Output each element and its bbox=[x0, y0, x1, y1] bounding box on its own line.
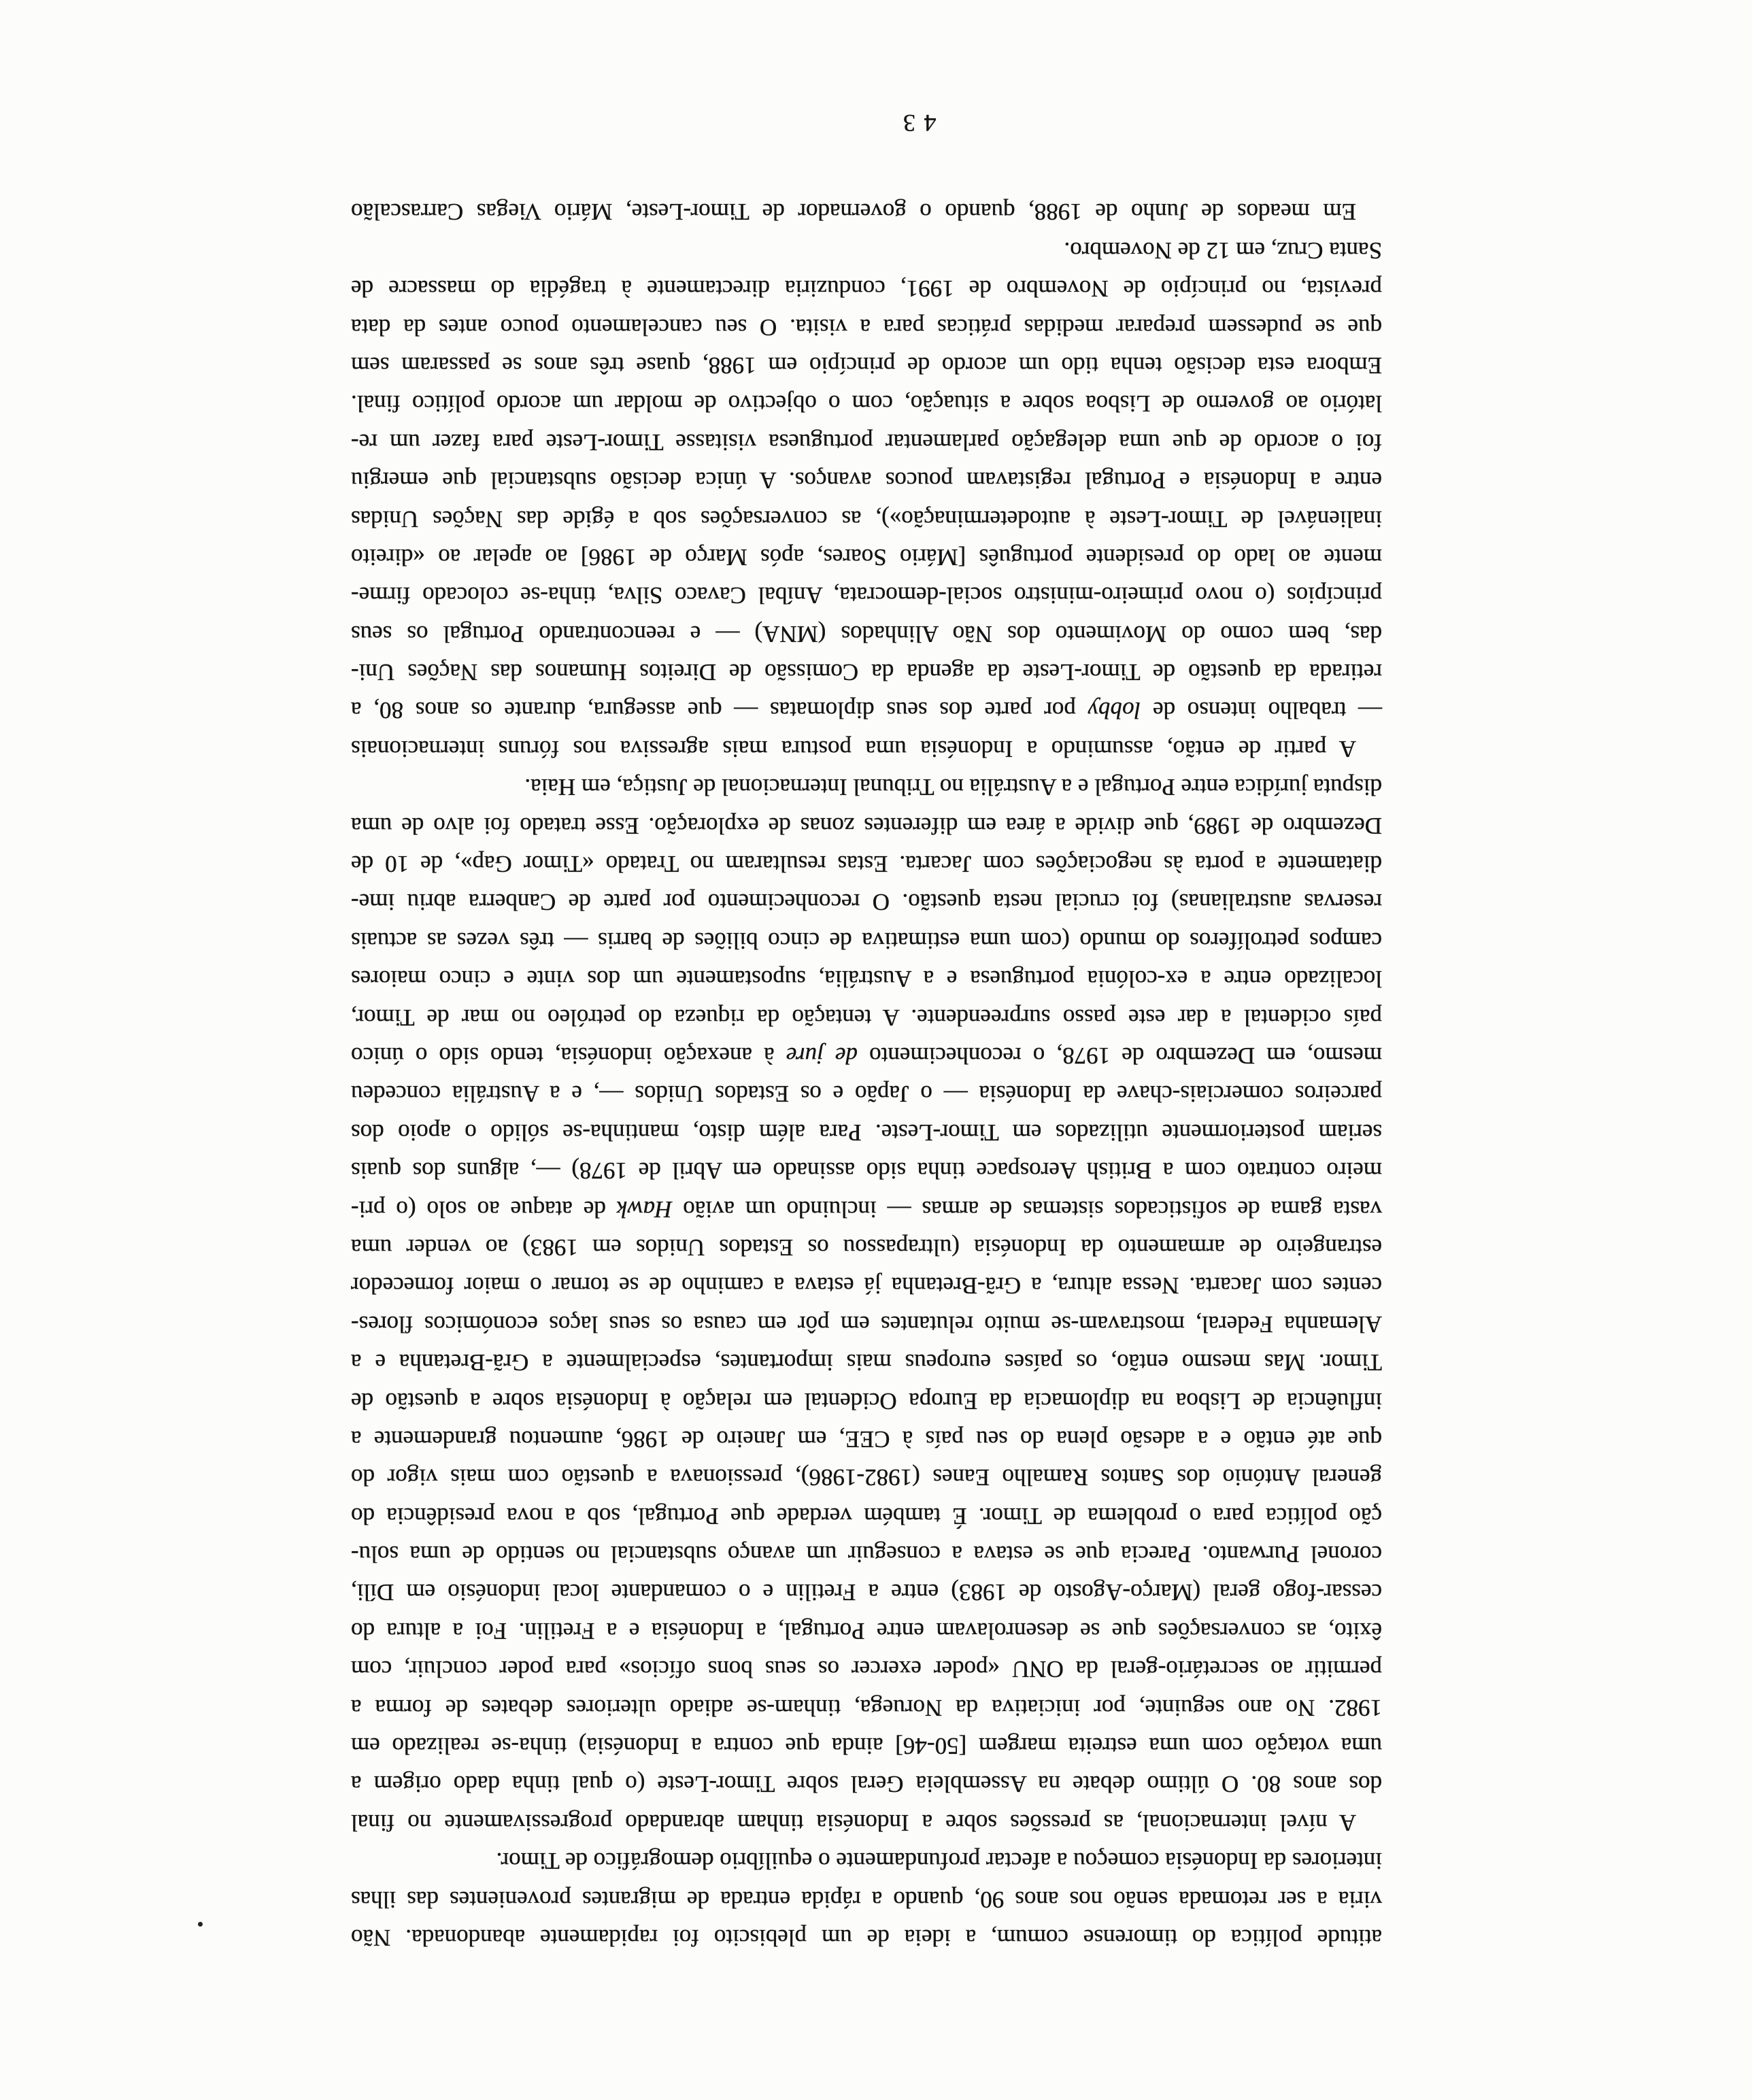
italic-term: lobby bbox=[1088, 697, 1141, 724]
text-line: A partir de então, assumindo a Indonésia uma postura mais agressiva nos fóruns internacionais bbox=[351, 735, 1356, 762]
italic-term: de jure bbox=[786, 1043, 858, 1070]
text-segment: vasta gama de sofisticados sistemas de armas — incluindo um avião bbox=[672, 1196, 1382, 1223]
text-line: A nível internacional, as pressões sobre a Indonésia tinham abrandado progressivamente no final bbox=[351, 1809, 1356, 1836]
text-line: país ocidental a dar este passo surpreendente. A tentação da riqueza do petróleo no mar de Timor, bbox=[351, 1004, 1382, 1031]
text-line: interiores da Indonésia começou a afectar profundamente o equilíbrio demográfico de Timor. bbox=[496, 1848, 1382, 1875]
body-text bbox=[351, 192, 1382, 1957]
text-line bbox=[351, 1189, 1382, 1227]
paragraph bbox=[351, 192, 1382, 231]
text-line: campos petrolíferos do mundo (com uma estimativa de cinco biliões de barris — três vezes as actuais bbox=[351, 927, 1382, 954]
scan-speck bbox=[198, 1922, 203, 1927]
text-line: 1982. No ano seguinte, por iniciativa da Noruega, tinham-se adiado ulteriores debates de forma a bbox=[351, 1694, 1382, 1721]
text-line: localizado entre a ex-colónia portuguesa e a Austrália, supostamente um dos vinte e cinco maiores bbox=[351, 966, 1382, 993]
text-line: que se pudessem preparar medidas práticas para a visita. O seu cancelamento pouco antes da data bbox=[351, 314, 1382, 341]
text-line: disputa jurídica entre Portugal e a Austrália no Tribunal Internacional de Justiça, em Haia. bbox=[524, 774, 1382, 801]
paragraph bbox=[351, 768, 1382, 1842]
text-line: Timor. Mas mesmo então, os países europeus mais importantes, especialmente a Grã-Bretanha e a bbox=[351, 1349, 1382, 1376]
text-line: Em meados de Junho de 1988, quando o governador de Timor-Leste, Mário Viegas Carrascalão bbox=[351, 199, 1356, 226]
paragraph bbox=[351, 231, 1382, 767]
text-line: entre a Indonésia e Portugal registavam poucos avanços. A única decisão substancial que emergiu bbox=[351, 467, 1382, 494]
text-line: atitude política do timorense comum, a ideia de um plebiscito foi rapidamente abandonada. Não bbox=[351, 1925, 1382, 1951]
text-line: diatamente a porta às negociações com Jacarta. Estas resultaram no Tratado «Timor Gap», de 10 de bbox=[351, 851, 1382, 878]
text-line: das, bem como do Movimento dos Não Alinhados (MNA) — e reencontrando Portugal os seus bbox=[351, 620, 1382, 647]
text-line: princípios (o novo primeiro-ministro social-democrata, Aníbal Cavaco Silva, tinha-se colocado firme- bbox=[351, 582, 1382, 609]
text-line: latório ao governo de Lisboa sobre a situação, com o objectivo de moldar um acordo político final. bbox=[351, 390, 1382, 418]
text-line bbox=[351, 1036, 1382, 1074]
text-line: permitir ao secretário-geral da ONU «poder exercer os seus bons ofícios» para poder concluir, com bbox=[351, 1656, 1382, 1683]
text-segment: à anexação indonésia, tendo sido o único bbox=[351, 1043, 786, 1070]
page-number: 43 bbox=[894, 109, 937, 137]
text-segment: — trabalho intenso de bbox=[1141, 697, 1382, 724]
text-line bbox=[351, 691, 1382, 729]
text-line: foi o acordo de que uma delegação parlamentar portuguesa visitasse Timor-Leste para fazer um re- bbox=[351, 428, 1382, 456]
text-line: uma votação com uma estreita margem [50-46] ainda que contra a Indonésia) tinha-se realizado em bbox=[351, 1733, 1382, 1760]
text-line: inalienável de Timor-Leste à autodeterminação»), as conversações sob a égide das Nações Unidas bbox=[351, 505, 1382, 532]
text-line: influência de Lisboa na diplomacia da Europa Ocidental em relação à Indonésia sobre a questão de bbox=[351, 1387, 1382, 1415]
paragraph bbox=[351, 1842, 1382, 1957]
text-line: Alemanha Federal, mostravam-se muito relutantes em pôr em causa os seus laços económicos flores- bbox=[351, 1310, 1382, 1338]
text-segment: de ataque ao solo (o pri- bbox=[351, 1196, 617, 1223]
text-line: seriam posteriormente utilizados em Timor-Leste. Para além disto, mantinha-se sólido o apoio dos bbox=[351, 1119, 1382, 1146]
text-line: que até então e a adesão plena do seu país à CEE, em Janeiro de 1986, aumentou grandemente a bbox=[351, 1425, 1382, 1453]
text-line: Santa Cruz, em 12 de Novembro. bbox=[1064, 237, 1382, 264]
text-segment: mesmo, em Dezembro de 1978, o reconhecimento bbox=[858, 1043, 1382, 1070]
text-line: Dezembro de 1989, que divide a área em diferentes zonas de exploração. Esse tratado foi alvo de uma bbox=[351, 812, 1382, 839]
text-line: centes com Jacarta. Nessa altura, a Grã-Bretanha já estava a caminho de se tornar o maior fornecedor bbox=[351, 1272, 1382, 1300]
text-line: reservas australianas) foi crucial nesta questão. O reconhecimento por parte de Canberra abriu ime- bbox=[351, 889, 1382, 916]
text-line: cessar-fogo geral (Março-Agosto de 1983) entre a Fretilin e o comandante local indonésio em Díli, bbox=[351, 1579, 1382, 1606]
text-line: viria a ser retomada senão nos anos 90, quando a rápida entrada de migrantes provenientes das ilhas bbox=[351, 1886, 1382, 1913]
text-line: mente ao lado do presidente português [Mário Soares, após Março de 1986] ao apelar ao «direito bbox=[351, 543, 1382, 571]
text-line: retirada da questão de Timor-Leste da agenda da Comissão de Direitos Humanos das Nações Uni- bbox=[351, 659, 1382, 686]
text-line: Embora esta decisão tenha tido um acordo de princípio em 1988, quase três anos se passaram sem bbox=[351, 352, 1382, 379]
text-line: êxito, as conversações que se desenrolavam entre Portugal, a Indonésia e a Fretilin. Foi a altura do bbox=[351, 1617, 1382, 1644]
text-line: estrangeiro de armamento da Indonésia (ultrapassou os Estados Unidos em 1983) ao vender uma bbox=[351, 1234, 1382, 1261]
italic-term: Hawk bbox=[616, 1196, 673, 1223]
text-segment: por parte dos seus diplomatas — que assegura, durante os anos 80, a bbox=[350, 697, 1088, 724]
text-line: general António dos Santos Ramalho Eanes (1982-1986), pressionava a questão com mais vigor do bbox=[351, 1464, 1382, 1491]
text-line: meiro contrato com a British Aerospace tinha sido assinado em Abril de 1978) —, alguns dos quais bbox=[351, 1157, 1382, 1185]
text-line: dos anos 80. O último debate na Assembleia Geral sobre Timor-Leste (o qual tinha dado origem a bbox=[351, 1771, 1382, 1798]
text-line: coronel Purwanto. Parecia que se estava a conseguir um avanço substancial no sentido de uma solu- bbox=[351, 1541, 1382, 1568]
text-line: ção política para o problema de Timor. É também verdade que Portugal, sob a nova presidência do bbox=[351, 1502, 1382, 1529]
text-line: prevista, no princípio de Novembro de 1991, conduziria directamente à tragédia do massacre de bbox=[351, 275, 1382, 303]
text-line: parceiros comerciais-chave da Indonésia — o Japão e os Estados Unidos —, e a Austrália concedeu bbox=[351, 1081, 1382, 1108]
